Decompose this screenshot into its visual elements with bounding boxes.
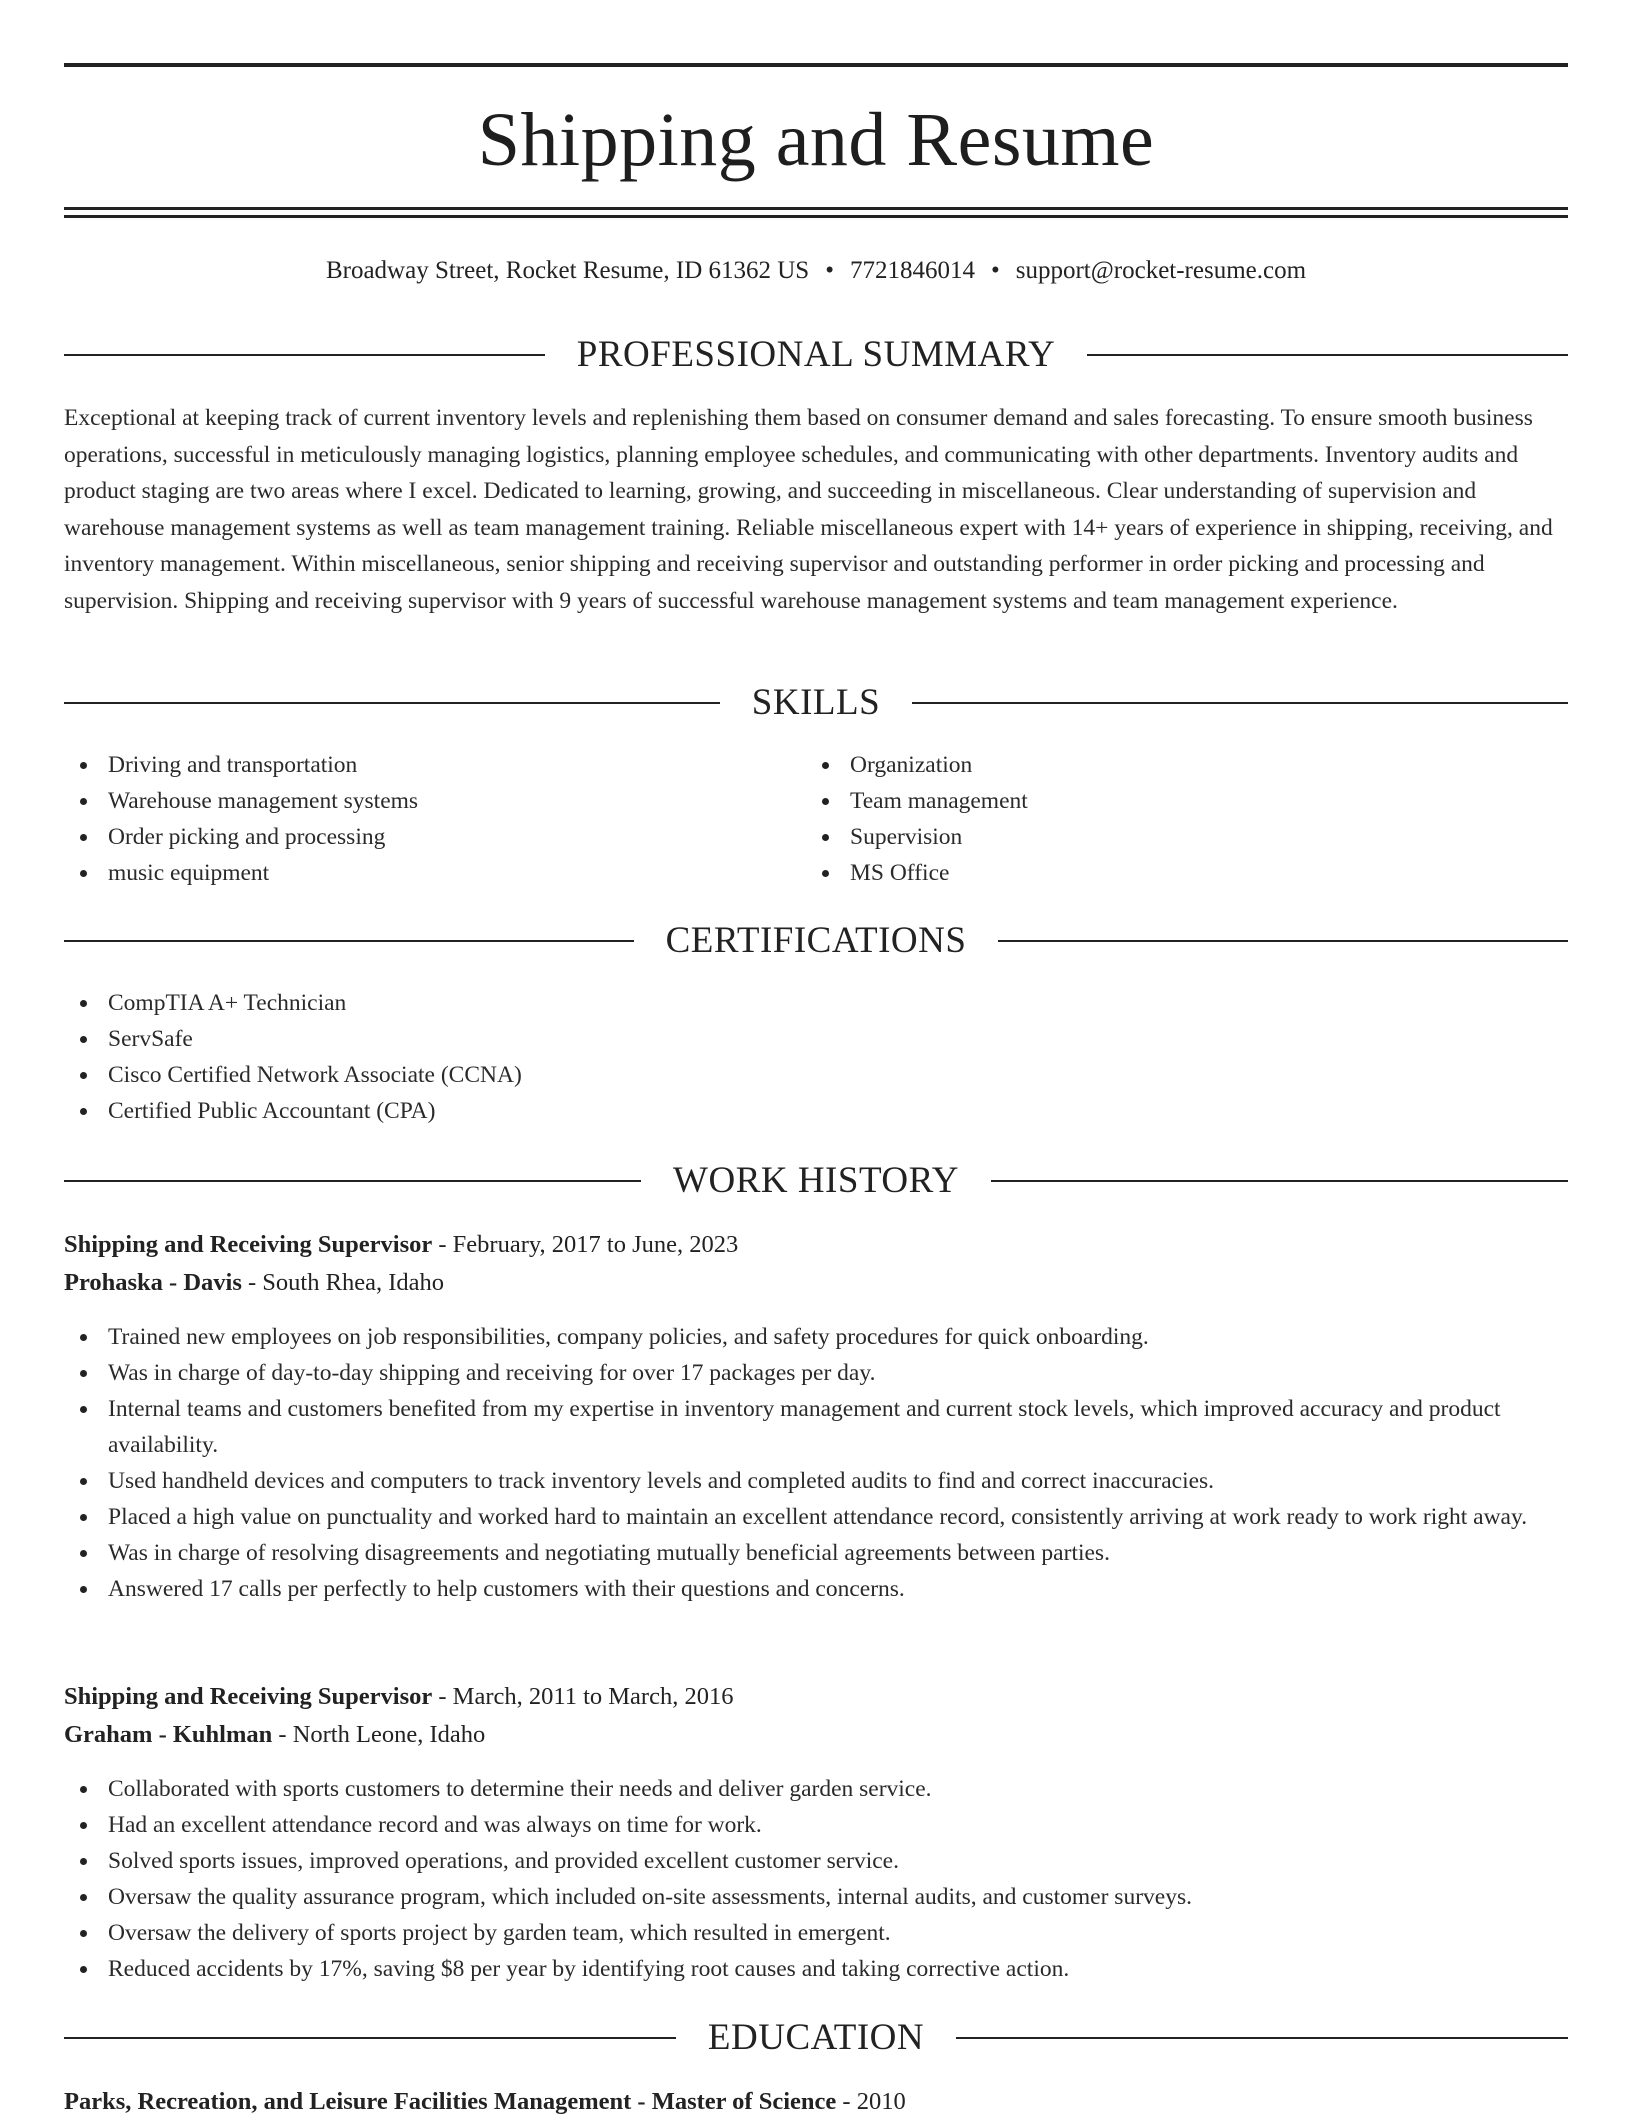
section-header-work-history — [64, 1159, 1568, 1203]
job-dates: - February, 2017 to June, 2023 — [432, 1231, 739, 1258]
job-title-line — [64, 1678, 1568, 1716]
job-duty: Answered 17 calls per perfectly to help customers with their questions and concerns. — [64, 1571, 1568, 1607]
section-rule — [991, 1180, 1568, 1182]
certification-item: CompTIA A+ Technician — [64, 985, 1568, 1021]
job-duty: Oversaw the delivery of sports project by garden team, which resulted in emergent. — [64, 1915, 1568, 1951]
skill-item: Order picking and processing — [64, 819, 804, 855]
education-degree: Parks, Recreation, and Leisure Facilities Management - Master of Science — [64, 2088, 837, 2115]
section-rule — [1087, 354, 1568, 356]
section-rule — [64, 354, 545, 356]
job-duties-list — [64, 1771, 1568, 1987]
section-rule — [998, 940, 1568, 942]
certification-item: Certified Public Accountant (CPA) — [64, 1093, 1568, 1129]
certifications-list — [64, 985, 1568, 1129]
section-title: EDUCATION — [707, 2017, 925, 2058]
job-duty: Was in charge of day-to-day shipping and receiving for over 17 packages per day. — [64, 1355, 1568, 1391]
resume-name: Shipping and Resume — [477, 98, 1155, 182]
contact-separator: • — [990, 257, 1000, 284]
skill-item: Organization — [806, 747, 1546, 783]
job-duty: Trained new employees on job responsibilities, company policies, and safety procedures for quick onboarding. — [64, 1319, 1568, 1355]
section-header-education — [64, 2016, 1568, 2060]
section-title: CERTIFICATIONS — [665, 920, 967, 961]
job-duty: Collaborated with sports customers to determine their needs and deliver garden service. — [64, 1771, 1568, 1807]
skills-list-right — [806, 747, 1546, 891]
job-duty: Reduced accidents by 17%, saving $8 per year by identifying root causes and taking corrective action. — [64, 1951, 1568, 1987]
top-rule — [64, 63, 1568, 67]
job-company: Graham - Kuhlman — [64, 1721, 273, 1748]
skill-item: music equipment — [64, 855, 804, 891]
certification-item: Cisco Certified Network Associate (CCNA) — [64, 1057, 1568, 1093]
certification-item: ServSafe — [64, 1021, 1568, 1057]
section-rule — [64, 1180, 641, 1182]
skill-item: Supervision — [806, 819, 1546, 855]
job-duty: Was in charge of resolving disagreements and negotiating mutually beneficial agreements between parties. — [64, 1535, 1568, 1571]
job-company: Prohaska - Davis — [64, 1269, 242, 1296]
education-year: - 2010 — [836, 2088, 906, 2115]
education-line — [64, 2083, 1568, 2121]
job-duty: Used handheld devices and computers to track inventory levels and completed audits to find and correct inaccuracies. — [64, 1463, 1568, 1499]
skill-item: Driving and transportation — [64, 747, 804, 783]
job-company-line — [64, 1264, 1568, 1302]
double-rule-upper — [64, 207, 1568, 210]
contact-line — [64, 254, 1568, 288]
job-duty: Had an excellent attendance record and was always on time for work. — [64, 1807, 1568, 1843]
contact-separator: • — [825, 257, 834, 284]
job-duties-list — [64, 1319, 1568, 1607]
section-title: SKILLS — [751, 682, 881, 723]
skill-item: Team management — [806, 783, 1546, 819]
job-duty: Internal teams and customers benefited from my expertise in inventory management and current stock levels, which improved accuracy and product availability. — [64, 1391, 1568, 1463]
section-header-skills — [64, 681, 1568, 725]
section-rule — [956, 2037, 1568, 2039]
skill-item: Warehouse management systems — [64, 783, 804, 819]
double-rule-lower — [64, 215, 1568, 218]
section-rule — [64, 940, 634, 942]
job-role: Shipping and Receiving Supervisor — [64, 1231, 433, 1258]
job-dates: - March, 2011 to March, 2016 — [432, 1683, 734, 1710]
contact-address: Broadway Street, Rocket Resume, ID 61362 US — [325, 257, 810, 284]
section-rule — [64, 702, 720, 704]
section-rule — [912, 702, 1568, 704]
job-role: Shipping and Receiving Supervisor — [64, 1683, 433, 1710]
contact-phone: 7721846014 — [849, 257, 975, 284]
job-duty: Oversaw the quality assurance program, which included on-site assessments, internal audits, and customer surveys. — [64, 1879, 1568, 1915]
skill-item: MS Office — [806, 855, 1546, 891]
job-duty: Placed a high value on punctuality and worked hard to maintain an excellent attendance record, consistently arriving at work ready to work right away. — [64, 1499, 1568, 1535]
job-duty: Solved sports issues, improved operations, and provided excellent customer service. — [64, 1843, 1568, 1879]
section-title: PROFESSIONAL SUMMARY — [576, 334, 1056, 375]
job-title-line — [64, 1226, 1568, 1264]
section-header-certifications — [64, 919, 1568, 963]
job-location: - South Rhea, Idaho — [241, 1269, 444, 1296]
job-company-line — [64, 1716, 1568, 1754]
contact-email: support@rocket-resume.com — [1015, 257, 1307, 284]
section-rule — [64, 2037, 676, 2039]
skills-list-left — [64, 747, 804, 891]
section-header-summary — [64, 333, 1568, 377]
job-location: - North Leone, Idaho — [272, 1721, 486, 1748]
summary-text: Exceptional at keeping track of current inventory levels and replenishing them based on consumer demand and sales forecasting. To ensure smooth business operations, successful in meticulously managing logistics, planning employee schedules, and communicating with other departments. Inventory audits and product staging are two areas where I excel. Dedicated to learning, growing, and succeeding in miscellaneous. Clear understanding of supervision and warehouse management systems as well as team management training. Reliable miscellaneous expert with 14+ years of experience in shipping, receiving, and inventory management. Within miscellaneous, senior shipping and receiving supervisor and outstanding performer in order picking and processing and supervision. Shipping and receiving supervisor with 9 years of successful warehouse management systems and team management experience. — [64, 405, 1553, 614]
section-title: WORK HISTORY — [673, 1160, 959, 1201]
